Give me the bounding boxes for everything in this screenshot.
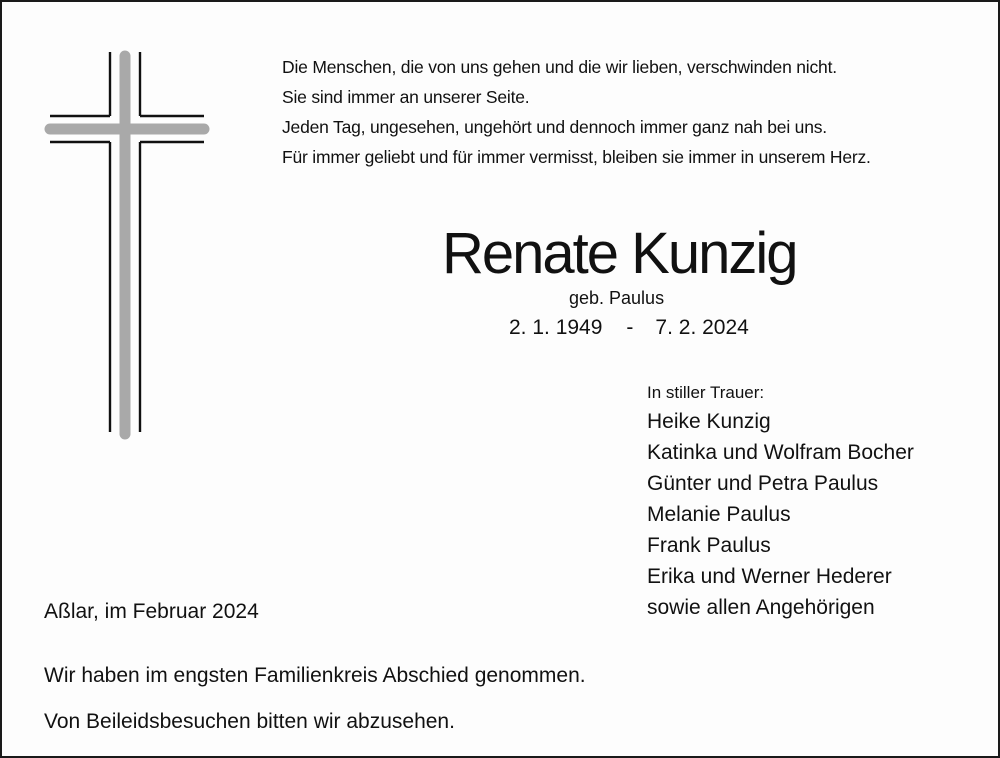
- deceased-name: Renate Kunzig: [442, 221, 797, 286]
- closing-note: [44, 653, 586, 745]
- birth-date: 2. 1. 1949: [509, 316, 603, 339]
- mourner-name: Heike Kunzig: [647, 410, 771, 433]
- mourners-intro: In stiller Trauer:: [647, 383, 765, 402]
- mourner-name: Erika und Werner Hederer: [647, 565, 892, 588]
- poem-line: Jeden Tag, ungesehen, ungehört und dennoch immer ganz nah bei uns.: [282, 117, 827, 137]
- poem-line: Sie sind immer an unserer Seite.: [282, 87, 530, 107]
- mourner-name: Melanie Paulus: [647, 503, 791, 526]
- mourner-name: Frank Paulus: [647, 534, 771, 557]
- memorial-poem: [282, 52, 871, 172]
- cross-icon: [42, 48, 212, 440]
- birth-name: geb. Paulus: [569, 288, 665, 308]
- mourner-name: Günter und Petra Paulus: [647, 472, 879, 495]
- life-dates: [509, 316, 749, 340]
- mourners-list: [647, 380, 914, 623]
- place-and-date: Aßlar, im Februar 2024: [44, 600, 259, 623]
- date-separator: -: [626, 316, 634, 339]
- poem-line: Die Menschen, die von uns gehen und die wir lieben, verschwinden nicht.: [282, 57, 837, 77]
- closing-line: Wir haben im engsten Familienkreis Abschied genommen.: [44, 664, 586, 687]
- poem-line: Für immer geliebt und für immer vermisst, bleiben sie immer in unserem Herz.: [282, 147, 871, 167]
- mourner-name: Katinka und Wolfram Bocher: [647, 441, 914, 464]
- closing-line: Von Beileidsbesuchen bitten wir abzusehen.: [44, 710, 455, 733]
- mourner-name: sowie allen Angehörigen: [647, 596, 875, 619]
- death-date: 7. 2. 2024: [655, 316, 749, 339]
